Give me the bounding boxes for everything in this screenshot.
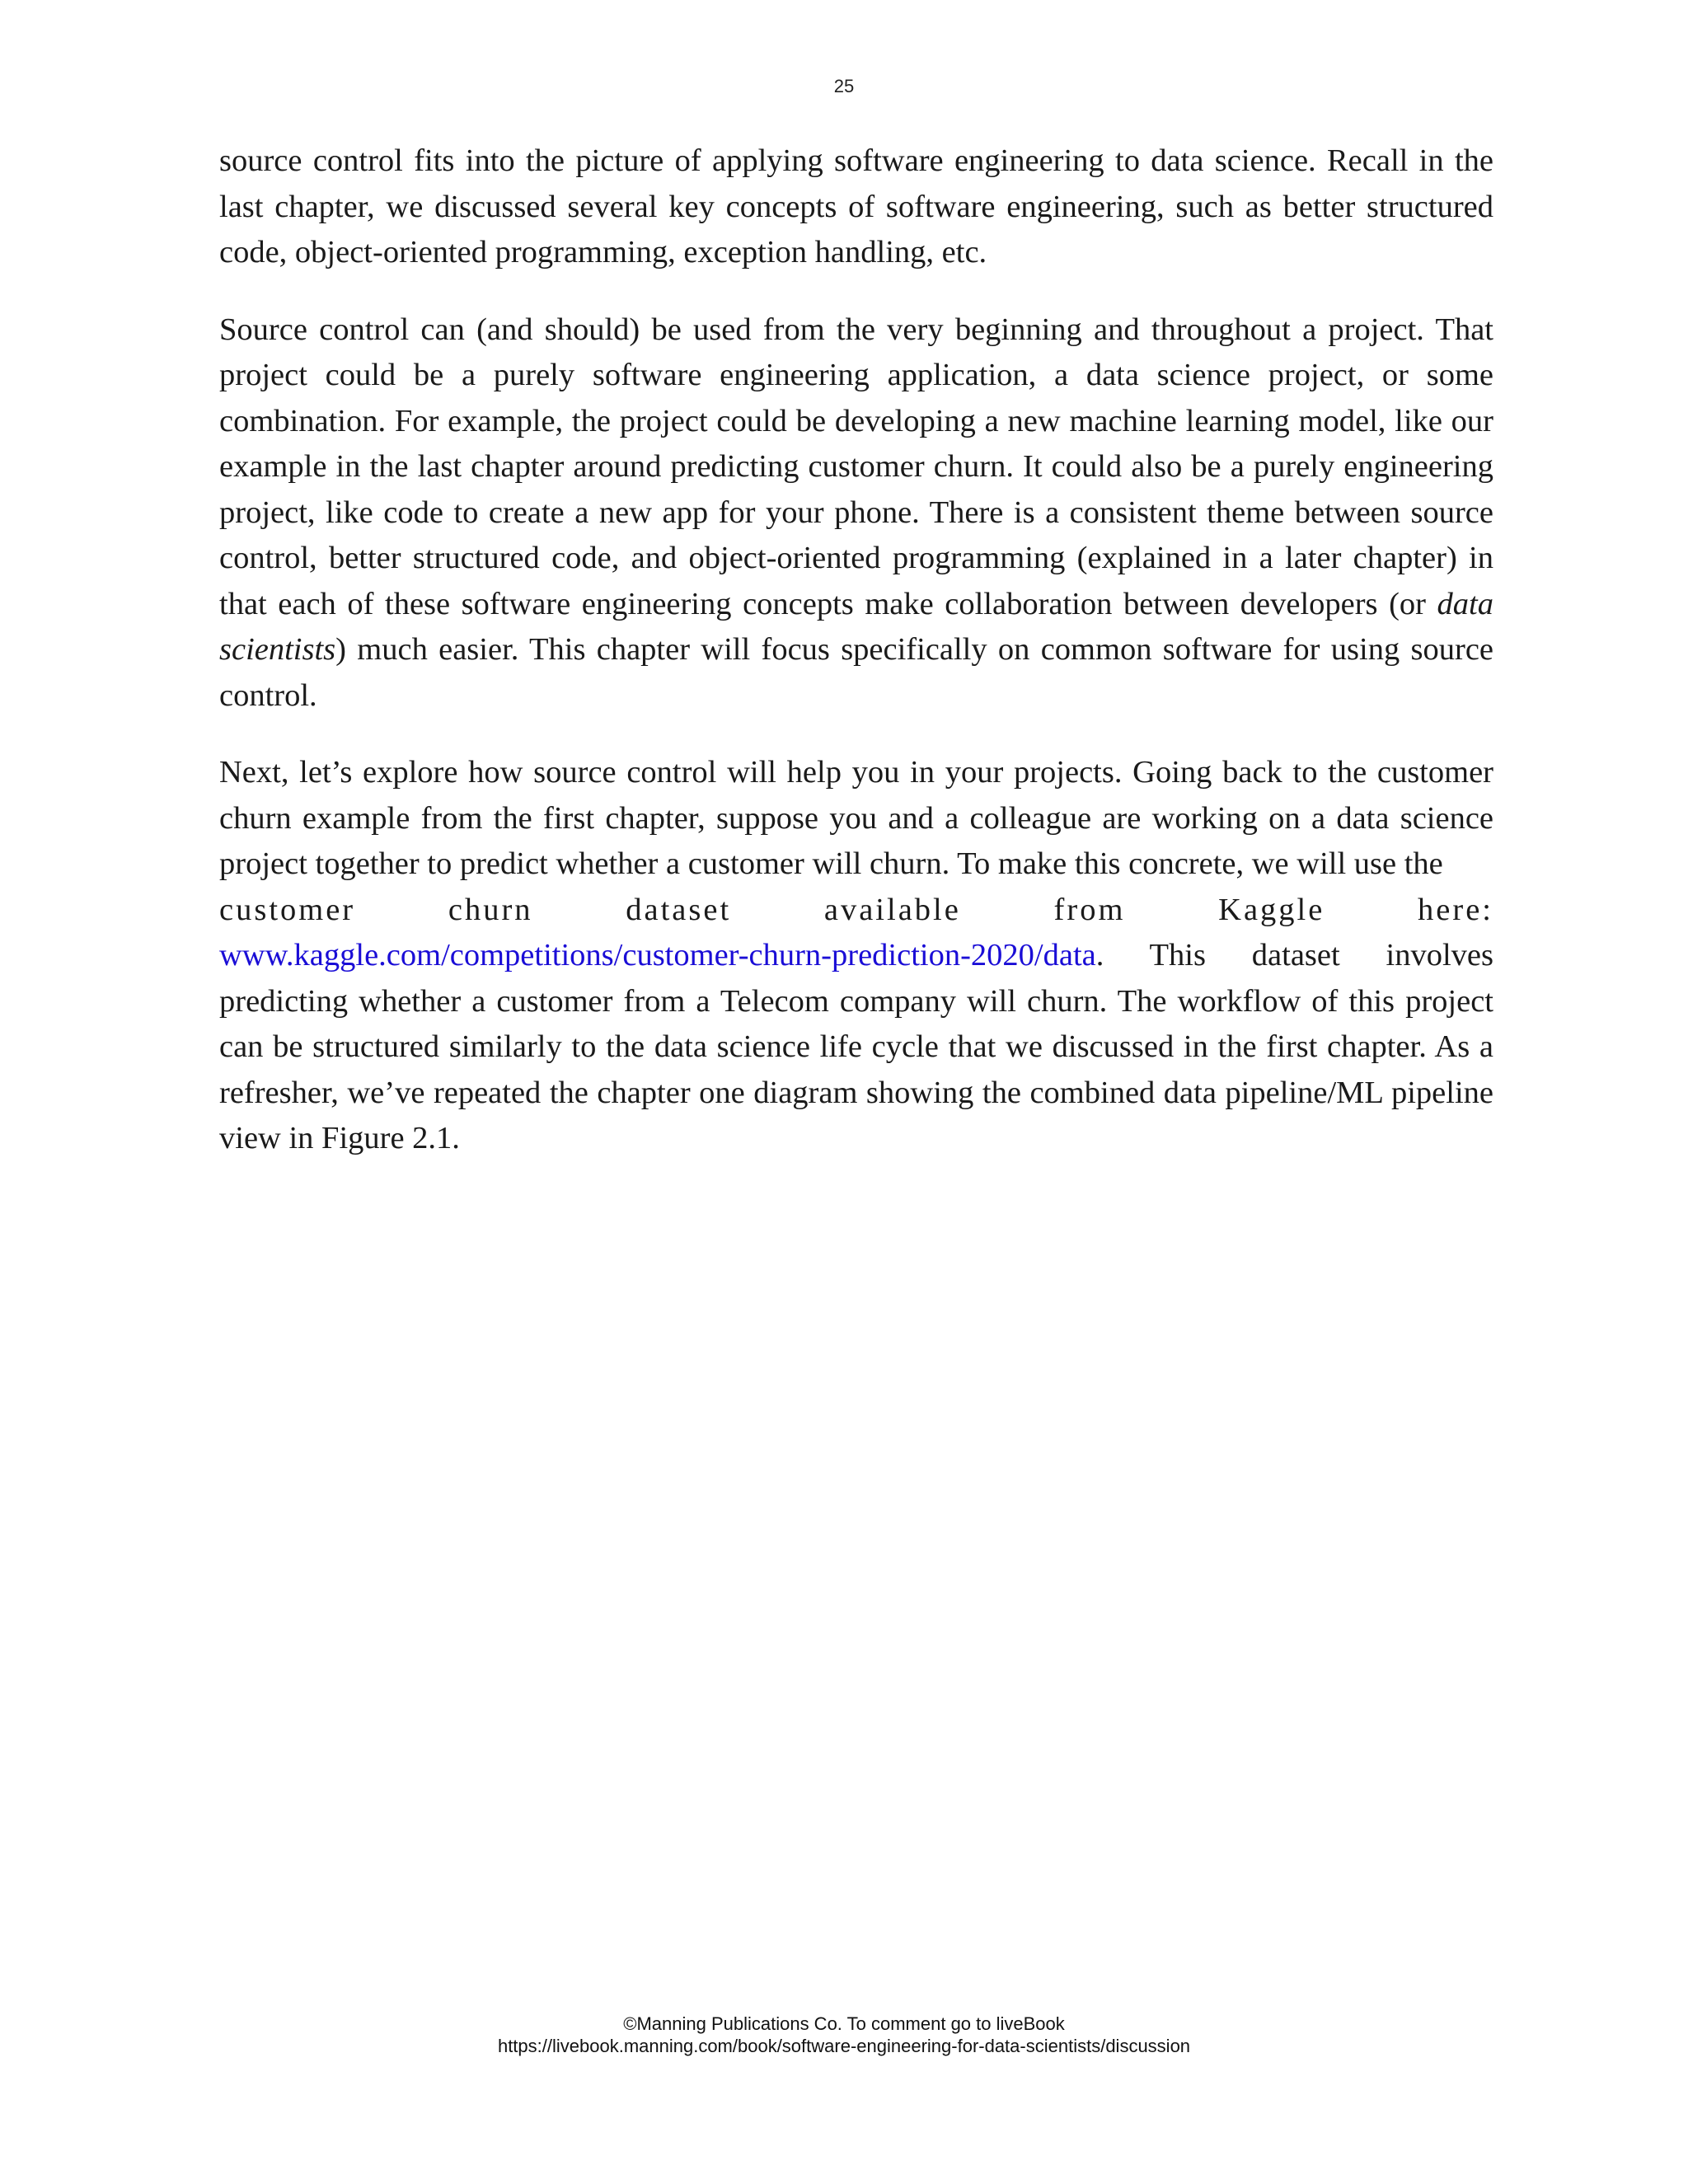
paragraph-3-spread-line: customer churn dataset available from Kaggle here: — [219, 892, 1493, 927]
emphasis-data-scientists: data scientists — [219, 586, 1493, 667]
kaggle-dataset-link[interactable]: www.kaggle.com/competitions/customer-churn-prediction-2020/data — [219, 938, 1096, 972]
footer-discussion-url: https://livebook.manning.com/book/software-engineering-for-data-scientists/discussion — [497, 2036, 1191, 2056]
paragraph-3-text-end: . This dataset involves predicting whether a customer from a Telecom company will churn. The workflow of this project can be structured similarly to the data science life cycle that we discussed in the first chapter. As a refresher, we’ve repeated the chapter one diagram showing the combined data pipeline/ML pipeline view in Figure 2.1. — [219, 938, 1493, 1155]
paragraph-2-text: Source control can (and should) be used from the very beginning and throughout a project. That project could be a purely software engineering application, a data science project, or some combination. For example, the project could be developing a new machine learning model, like our example in the last chapter around predicting customer churn. It could also be a purely engineering project, like code to create a new app for your phone. There is a consistent theme between source control, better structured code, and object-oriented programming (explained in a later chapter) in that each of these software engineering concepts make collaboration between developers (or — [219, 312, 1493, 621]
page-footer — [0, 2013, 1688, 2057]
paragraph-2 — [219, 307, 1493, 719]
paragraph-3 — [219, 750, 1493, 1162]
paragraph-2-text-end: ) much easier. This chapter will focus specifically on common software for using source control. — [219, 632, 1493, 713]
footer-copyright: ©Manning Publications Co. To comment go to liveBook — [623, 2013, 1065, 2034]
paragraph-3-text: Next, let’s explore how source control will help you in your projects. Going back to the customer churn example from the first chapter, suppose you and a colleague are working on a data science project together to predict whether a customer will churn. To make this concrete, we will use the — [219, 755, 1493, 881]
page-body — [219, 138, 1493, 1193]
paragraph-1: source control fits into the picture of applying software engineering to data science. Recall in the last chapter, we discussed several key concepts of software engineering, such as better structured code, object-oriented programming, exception handling, etc. — [219, 143, 1493, 269]
page-number: 25 — [833, 76, 855, 96]
